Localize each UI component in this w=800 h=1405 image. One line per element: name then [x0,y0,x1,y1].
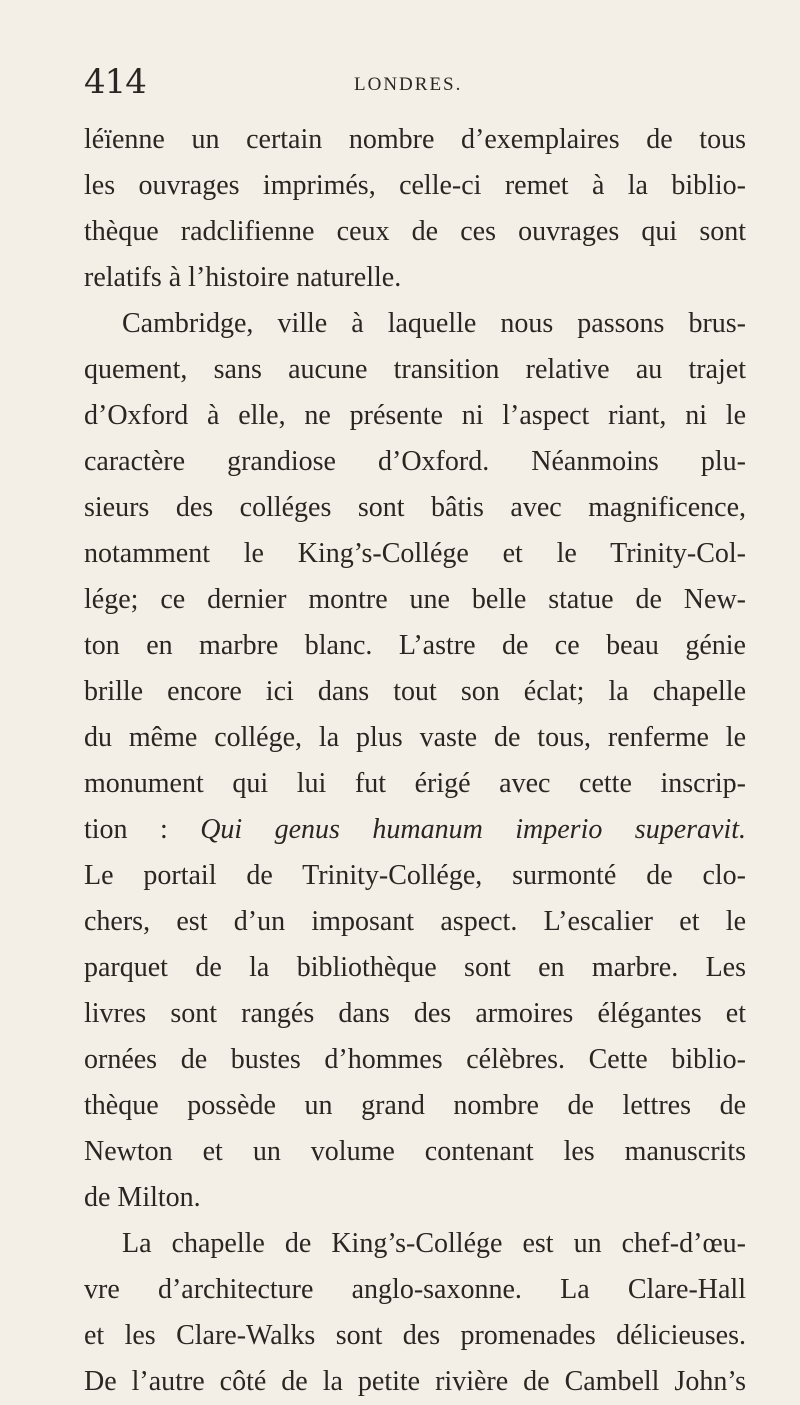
text-line-9: sieurs des colléges sont bâtis avec magnificence, [84,492,746,523]
text-line-16 [84,807,746,853]
text-line-7: d’Oxford à elle, ne présente ni l’aspect riant, ni le [84,400,746,431]
page-number: 414 [84,62,146,102]
text-line-14: du même collége, la plus vaste de tous, renferme le [84,722,746,753]
text-line-21: ornées de bustes d’hommes célèbres. Cette biblio- [84,1044,746,1075]
text-line-5: Cambridge, ville à laquelle nous passons brus- [122,308,746,339]
text-line-22: thèque possède un grand nombre de lettres de [84,1090,746,1121]
text-line-20: livres sont rangés dans des armoires élégantes et [84,998,746,1029]
text-line-12: ton en marbre blanc. L’astre de ce beau génie [84,630,746,661]
text-line-27: et les Clare-Walks sont des promenades délicieuses. [84,1320,746,1351]
text-line-11: lége; ce dernier montre une belle statue de New- [84,584,746,615]
text-line-15: monument qui lui fut érigé avec cette inscrip- [84,768,746,799]
text-line-1: léïenne un certain nombre d’exemplaires de tous [84,124,746,155]
text-line-24: de Milton. [84,1182,201,1213]
text-line-18: chers, est d’un imposant aspect. L’escalier et le [84,906,746,937]
page-header [84,62,744,102]
latin-inscription: Qui genus humanum imperio superavit. [200,814,746,845]
text-line-26: vre d’architecture anglo-saxonne. La Clare-Hall [84,1274,746,1305]
text-line-8: caractère grandiose d’Oxford. Néanmoins plu- [84,446,746,477]
text-line-13: brille encore ici dans tout son éclat; la chapelle [84,676,746,707]
text-line-28: De l’autre côté de la petite rivière de Cambell John’s [84,1366,746,1397]
text-line-19: parquet de la bibliothèque sont en marbre. Les [84,952,746,983]
running-title: LONDRES. [354,74,463,95]
text-line-17: Le portail de Trinity-Collége, surmonté de clo- [84,860,746,891]
text-line-3: thèque radclifienne ceux de ces ouvrages qui sont [84,216,746,247]
body-text [84,117,746,1405]
text-line-10: notamment le King’s-Collége et le Trinity-Col- [84,538,746,569]
text-line-2: les ouvrages imprimés, celle-ci remet à la biblio- [84,170,746,201]
text-line-4: relatifs à l’histoire naturelle. [84,262,402,293]
text-line-6: quement, sans aucune transition relative au trajet [84,354,746,385]
inscription-prefix: tion : [84,814,201,845]
text-line-25: La chapelle de King’s-Collége est un chef-d’œu- [122,1228,746,1259]
text-line-23: Newton et un volume contenant les manuscrits [84,1136,746,1167]
